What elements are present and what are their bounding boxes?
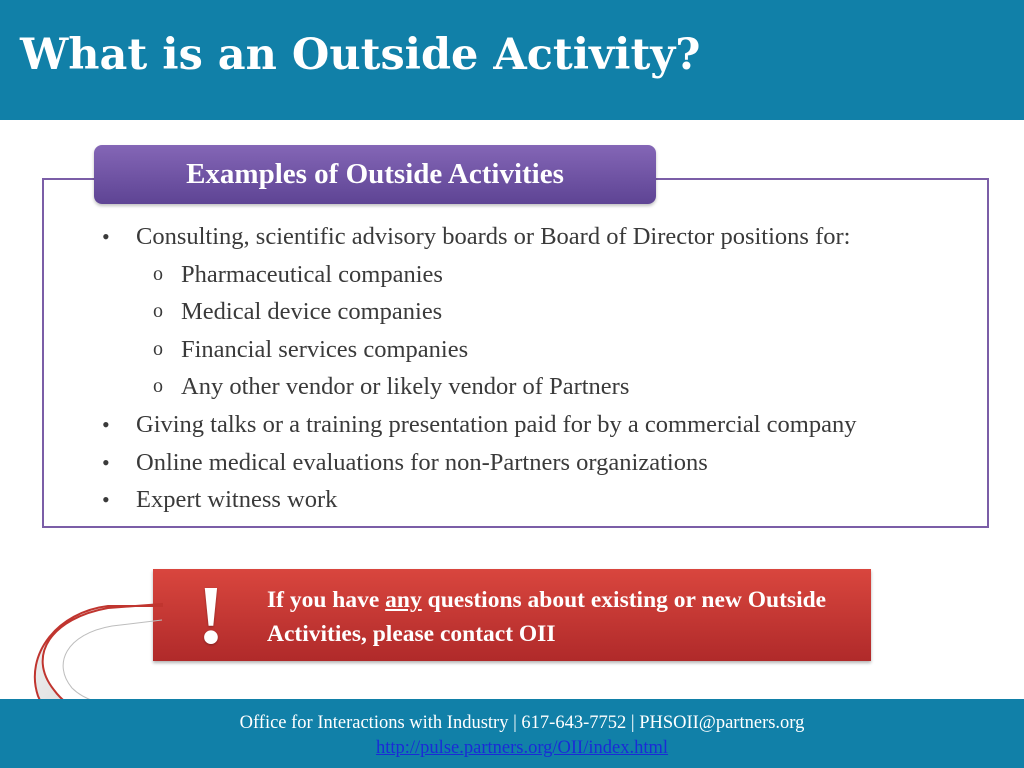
list-item-text: Financial services companies xyxy=(181,335,469,363)
list-item-text: Giving talks or a training presentation paid for by a commercial company xyxy=(136,410,857,438)
list-item-text: Pharmaceutical companies xyxy=(181,260,443,288)
list-item-text: Expert witness work xyxy=(136,486,338,514)
list-item-text: Any other vendor or likely vendor of Partners xyxy=(181,373,630,401)
examples-tab-label: Examples of Outside Activities xyxy=(186,158,564,190)
list-item-text: Online medical evaluations for non-Partners organizations xyxy=(136,448,708,476)
list-item-text: Medical device companies xyxy=(181,298,443,326)
bullet-icon: • xyxy=(102,449,110,475)
footer-url-link[interactable]: http://pulse.partners.org/OII/index.html xyxy=(375,738,669,758)
bullet-icon: • xyxy=(102,224,110,249)
sub-bullet-icon: o xyxy=(153,300,163,323)
bullet-icon: • xyxy=(102,487,110,513)
bullet-icon: • xyxy=(102,411,110,437)
exclamation-icon: ! xyxy=(197,569,225,662)
list-item-text: Consulting, scientific advisory boards or Board of Director positions for: xyxy=(136,223,851,250)
footer-contact: Office for Interactions with Industry | 617-643-7752 | PHSOII@partners.org xyxy=(239,713,805,733)
alert-text-after: questions about existing or new Outside Activities, please contact OII xyxy=(267,587,827,647)
sub-bullet-icon: o xyxy=(153,262,163,285)
alert-text-emphasis: any xyxy=(385,587,422,613)
page-title: What is an Outside Activity? xyxy=(20,30,701,80)
sub-bullet-icon: o xyxy=(153,337,163,360)
alert-message xyxy=(267,583,857,651)
sub-bullet-icon: o xyxy=(153,375,163,398)
alert-text-before: If you have xyxy=(267,587,386,613)
